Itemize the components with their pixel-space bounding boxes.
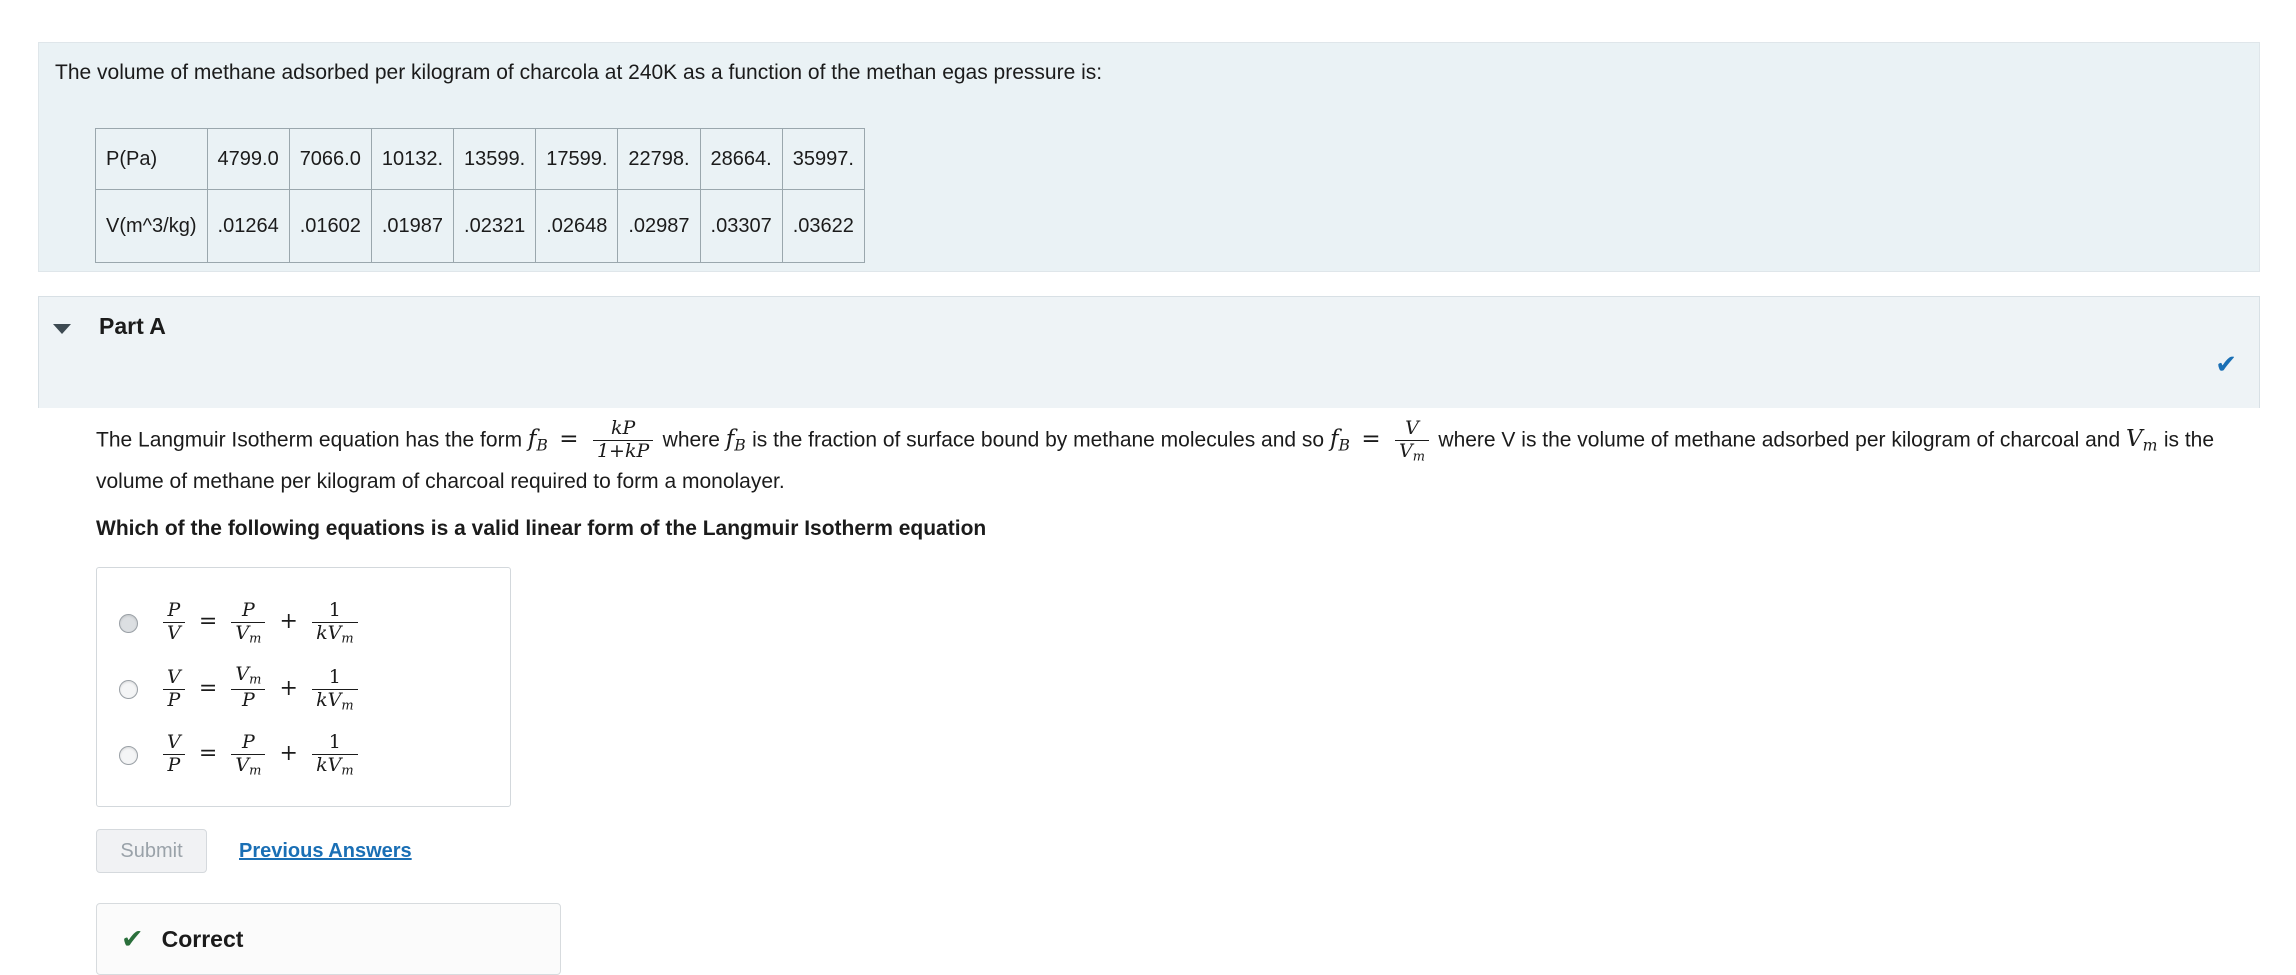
problem-statement-text: The volume of methane adsorbed per kilogram of charcola at 240K as a function of the methan egas pressure is: xyxy=(55,61,1103,84)
fraction-denominator: V xyxy=(163,622,185,645)
v-subscript: m xyxy=(249,631,262,647)
fraction-numerator xyxy=(231,664,265,688)
table-row xyxy=(96,129,865,190)
intro-text-4: where V is the volume of methane adsorbed per kilogram of charcoal and xyxy=(1438,428,2121,452)
cell-volume-6: .03307 xyxy=(700,190,782,263)
fb-symbol-2 xyxy=(725,425,752,455)
intro-text-6: of methane per kilogram of charcoal required to form a monolayer. xyxy=(169,470,785,494)
fraction-denominator: P xyxy=(163,754,185,777)
v-symbol: V xyxy=(1399,439,1413,462)
intro-text-2: where xyxy=(662,428,720,452)
fraction-denominator xyxy=(312,754,357,779)
cell-pressure-6: 28664. xyxy=(700,129,782,190)
cell-pressure-4: 17599. xyxy=(536,129,618,190)
cell-pressure-3: 13599. xyxy=(454,129,536,190)
cell-volume-7: .03622 xyxy=(782,190,864,263)
cell-volume-0: .01264 xyxy=(207,190,289,263)
cell-volume-4: .02648 xyxy=(536,190,618,263)
f-subscript: B xyxy=(1338,435,1350,455)
fb-volume-ratio-equation xyxy=(1329,417,1438,465)
fraction-denominator: P xyxy=(231,689,265,712)
kv-symbol: kV xyxy=(316,753,342,776)
intro-text-3: is the fraction of surface bound by methane molecules and so xyxy=(752,428,1325,452)
fraction-numerator: P xyxy=(167,598,181,621)
answer-choice-3[interactable] xyxy=(97,722,510,788)
cell-volume-2: .01987 xyxy=(371,190,453,263)
langmuir-equation xyxy=(527,417,663,462)
cell-pressure-7: 35997. xyxy=(782,129,864,190)
choice-1-equation xyxy=(160,600,361,647)
term1-fraction xyxy=(231,600,265,647)
v-subscript: m xyxy=(2142,435,2158,455)
radio-button-3[interactable] xyxy=(119,746,138,765)
vm-symbol xyxy=(2125,425,2164,455)
pressure-volume-table xyxy=(95,128,865,263)
f-symbol: f xyxy=(527,426,537,453)
row-label-pressure: P(Pa) xyxy=(96,129,208,190)
cell-volume-1: .01602 xyxy=(289,190,371,263)
intro-paragraph xyxy=(96,418,2256,499)
cell-pressure-0: 4799.0 xyxy=(207,129,289,190)
question-prompt: Which of the following equations is a valid linear form of the Langmuir Isotherm equation xyxy=(96,517,987,541)
part-title: Part A xyxy=(99,313,166,339)
v-symbol: V xyxy=(235,663,250,686)
cell-volume-3: .02321 xyxy=(454,190,536,263)
choice-2-equation xyxy=(160,664,361,714)
v-symbol: V xyxy=(235,621,250,644)
fraction-numerator: kP xyxy=(610,417,636,439)
v-symbol: V xyxy=(235,753,250,776)
answer-choice-list xyxy=(96,567,511,807)
problem-statement-card xyxy=(38,42,2260,272)
v-over-vm-fraction xyxy=(1395,418,1429,465)
check-icon: ✔ xyxy=(2215,349,2237,379)
feedback-label: Correct xyxy=(161,925,244,952)
term1-fraction xyxy=(231,732,265,779)
fraction-numerator: V xyxy=(167,730,181,753)
v-symbol: V xyxy=(2125,426,2143,453)
equals-sign: = xyxy=(198,609,218,635)
previous-answers-link[interactable]: Previous Answers xyxy=(239,839,412,862)
feedback-correct-banner xyxy=(96,903,561,975)
choice-3-equation xyxy=(160,732,361,779)
fraction-denominator: P xyxy=(163,689,185,712)
f-symbol: f xyxy=(725,426,735,453)
plus-sign: + xyxy=(279,676,298,702)
fraction-denominator xyxy=(231,754,265,779)
term1-fraction xyxy=(231,664,265,711)
fraction-numerator: P xyxy=(242,730,255,753)
equals-sign: = xyxy=(198,676,218,702)
v-subscript: m xyxy=(341,631,354,647)
lhs-fraction xyxy=(163,732,185,777)
f-symbol: f xyxy=(1329,426,1339,453)
intro-text-1: The Langmuir Isotherm equation has the form xyxy=(96,428,523,452)
kv-symbol: kV xyxy=(316,688,342,711)
cell-volume-5: .02987 xyxy=(618,190,700,263)
answer-choice-1[interactable] xyxy=(97,590,510,656)
v-subscript: m xyxy=(341,763,354,779)
triangle-down-icon[interactable] xyxy=(53,324,71,334)
radio-button-1[interactable] xyxy=(119,614,138,633)
fraction-denominator xyxy=(312,622,357,647)
cell-pressure-1: 7066.0 xyxy=(289,129,371,190)
fraction-numerator: 1 xyxy=(328,665,341,688)
f-subscript: B xyxy=(536,435,548,455)
equals-sign: = xyxy=(559,426,579,453)
cell-pressure-5: 22798. xyxy=(618,129,700,190)
fraction-numerator: 1 xyxy=(328,730,341,753)
f-subscript: B xyxy=(734,435,746,455)
v-subscript: m xyxy=(249,763,262,779)
row-label-volume: V(m^3/kg) xyxy=(96,190,208,263)
check-icon: ✔ xyxy=(121,923,144,954)
fraction-denominator xyxy=(1395,440,1429,465)
table-row xyxy=(96,190,865,263)
kv-symbol: kV xyxy=(316,621,342,644)
fraction-numerator: V xyxy=(1405,417,1419,439)
term2-fraction xyxy=(312,732,357,779)
answer-choice-2[interactable] xyxy=(97,656,510,722)
part-a-body xyxy=(96,418,2256,975)
equals-sign: = xyxy=(198,741,218,767)
submit-button[interactable]: Submit xyxy=(96,829,207,873)
v-subscript: m xyxy=(341,698,354,714)
fraction-numerator: P xyxy=(242,598,255,621)
fraction-denominator: 1+kP xyxy=(593,440,653,463)
plus-sign: + xyxy=(279,609,298,635)
equals-sign: = xyxy=(1361,426,1381,453)
intro-text-5: is the volume xyxy=(96,428,2215,494)
kp-fraction xyxy=(593,418,653,463)
fraction-numerator: V xyxy=(167,665,181,688)
lhs-fraction xyxy=(163,667,185,712)
term2-fraction xyxy=(312,667,357,714)
lhs-fraction xyxy=(163,600,185,645)
fraction-denominator xyxy=(231,622,265,647)
fraction-numerator: 1 xyxy=(328,598,341,621)
plus-sign: + xyxy=(279,741,298,767)
fraction-denominator xyxy=(312,689,357,714)
term2-fraction xyxy=(312,600,357,647)
v-subscript: m xyxy=(249,672,262,688)
part-a-header[interactable] xyxy=(38,296,2260,408)
v-subscript: m xyxy=(1412,449,1426,465)
action-bar xyxy=(96,829,2256,873)
radio-button-2[interactable] xyxy=(119,680,138,699)
cell-pressure-2: 10132. xyxy=(371,129,453,190)
